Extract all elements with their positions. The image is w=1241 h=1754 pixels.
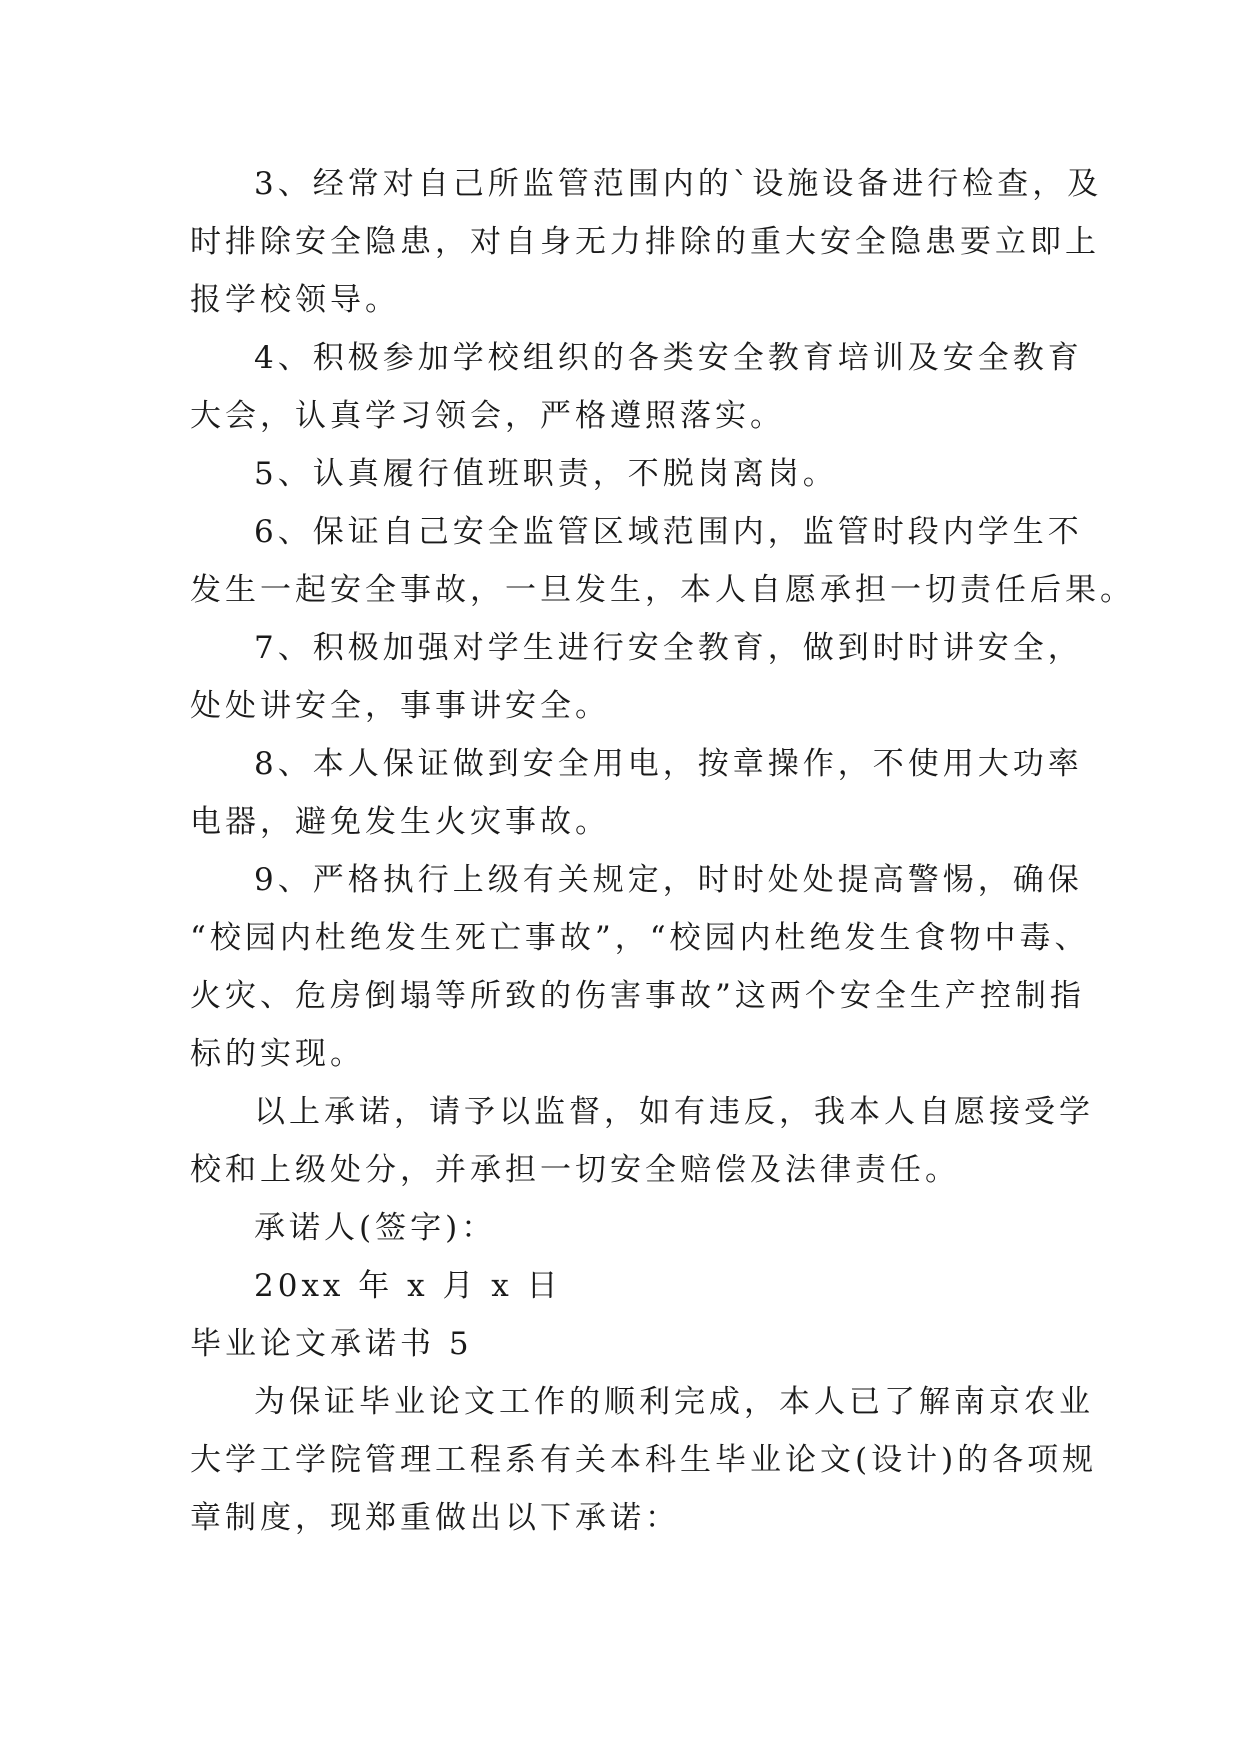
- intro-line-3: 章制度，现郑重做出以下承诺：: [190, 1500, 680, 1536]
- closing-line-2: 校和上级处分，并承担一切安全赔偿及法律责任。: [190, 1152, 960, 1188]
- item-4-line-2: 大会，认真学习领会，严格遵照落实。: [190, 398, 785, 434]
- item-8-line-1: 8、本人保证做到安全用电，按章操作，不使用大功率: [254, 746, 1083, 782]
- item-9-line-1: 9、严格执行上级有关规定，时时处处提高警惕，确保: [254, 862, 1083, 898]
- item-3-line-3: 报学校领导。: [190, 282, 400, 318]
- item-6-line-1: 6、保证自己安全监管区域范围内，监管时段内学生不: [254, 514, 1083, 550]
- item-8-line-2: 电器，避免发生火灾事故。: [190, 804, 610, 840]
- item-9-line-2: “校园内杜绝发生死亡事故”，“校园内杜绝发生食物中毒、: [190, 920, 1090, 956]
- item-7-line-1: 7、积极加强对学生进行安全教育，做到时时讲安全，: [254, 630, 1083, 666]
- item-4-line-1: 4、积极参加学校组织的各类安全教育培训及安全教育: [254, 340, 1083, 376]
- closing-line-1: 以上承诺，请予以监督，如有违反，我本人自愿接受学: [254, 1094, 1094, 1130]
- signature-date: 20xx 年 x 月 x 日: [254, 1268, 562, 1304]
- section-heading: 毕业论文承诺书 5: [190, 1326, 473, 1362]
- signature-label: 承诺人(签字)：: [254, 1210, 497, 1246]
- item-3-line-1: 3、经常对自己所监管范围内的`设施设备进行检查，及: [254, 166, 1103, 202]
- intro-line-1: 为保证毕业论文工作的顺利完成，本人已了解南京农业: [254, 1384, 1094, 1420]
- item-7-line-2: 处处讲安全，事事讲安全。: [190, 688, 610, 724]
- item-5-line-1: 5、认真履行值班职责，不脱岗离岗。: [254, 456, 838, 492]
- item-6-line-2: 发生一起安全事故，一旦发生，本人自愿承担一切责任后果。: [190, 572, 1135, 608]
- item-3-line-2: 时排除安全隐患，对自身无力排除的重大安全隐患要立即上: [190, 224, 1100, 260]
- item-9-line-4: 标的实现。: [190, 1036, 365, 1072]
- item-9-line-3: 火灾、危房倒塌等所致的伤害事故”这两个安全生产控制指: [190, 978, 1085, 1014]
- intro-line-2: 大学工学院管理工程系有关本科生毕业论文(设计)的各项规: [190, 1442, 1098, 1478]
